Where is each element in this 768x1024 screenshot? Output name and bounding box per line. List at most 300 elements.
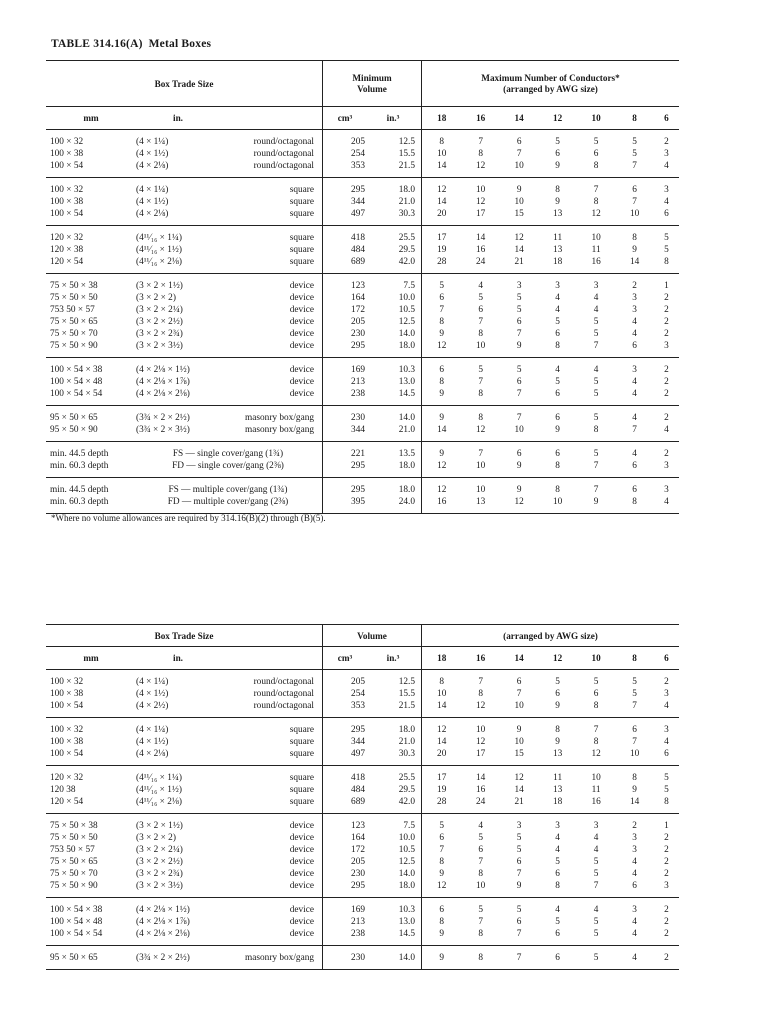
size-in-cell: (4 × 2⅛ × 1½) — [136, 365, 190, 375]
table-title — [51, 38, 211, 50]
awg-6-cell: 2 — [664, 365, 669, 375]
volume-cm3-cell: 205 — [351, 137, 365, 147]
awg-8-cell: 2 — [632, 821, 637, 831]
size-in-cell: (3 × 2 × 2½) — [136, 317, 183, 327]
awg-14-cell: 7 — [516, 149, 522, 159]
awg-18-cell: 9 — [439, 449, 445, 459]
size-in-cell: (3¾ × 2 × 2½) — [136, 953, 190, 963]
awg-14-cell: 12 — [514, 773, 524, 783]
awg-10-cell: 7 — [593, 461, 599, 471]
awg-12-header: 12 — [538, 107, 576, 130]
awg-14-cell: 9 — [516, 341, 522, 351]
volume-cm3-cell: 205 — [351, 857, 365, 867]
volume-in3-cell: 24.0 — [369, 496, 422, 514]
volume-cm3-cell: 230 — [351, 953, 365, 963]
awg-8-cell: 4 — [632, 929, 637, 939]
awg-8-cell: 3 — [632, 305, 637, 315]
size-in-cell: (3 × 2 × 2) — [136, 293, 176, 303]
awg-18-cell: 28 — [437, 257, 447, 267]
size-in-cell: (4 × 2⅛ × 1½) — [136, 905, 190, 915]
awg-14-cell: 5 — [516, 905, 522, 915]
box-type-cell: device — [222, 328, 323, 340]
awg-8-cell: 7 — [632, 425, 637, 435]
size-mm-cell: 100 × 38 — [50, 689, 84, 699]
awg-16-cell: 7 — [478, 317, 483, 327]
awg-16-cell: 12 — [476, 161, 486, 171]
box-type-cell: round/octagonal — [222, 700, 323, 718]
awg-18-cell: 7 — [439, 845, 445, 855]
size-mm-cell: 120 × 38 — [50, 245, 84, 255]
volume-cm3-cell: 295 — [351, 881, 365, 891]
awg-10-cell: 4 — [593, 305, 599, 315]
table-row — [46, 226, 679, 245]
volume-in3-cell: 29.5 — [369, 784, 422, 796]
volume-in3-cell: 18.0 — [369, 880, 422, 898]
awg-8-cell: 6 — [632, 881, 637, 891]
box-type-cell: masonry box/gang — [222, 406, 323, 425]
awg-12-cell: 10 — [552, 497, 563, 507]
awg-18-cell: 17 — [437, 233, 447, 243]
size-mm-cell: 75 × 50 × 65 — [50, 857, 98, 867]
awg-12-cell: 18 — [552, 797, 563, 807]
awg-16-cell: 6 — [478, 305, 483, 315]
awg-18-cell: 12 — [437, 461, 447, 471]
volume-in3-cell: 12.5 — [369, 670, 422, 689]
awg-14-cell: 3 — [516, 821, 522, 831]
size-in-cell: (4 × 2⅛) — [136, 209, 169, 219]
awg-12-cell: 8 — [555, 485, 560, 495]
volume-cm3-cell: 230 — [351, 329, 365, 339]
awg-12-cell: 9 — [555, 161, 560, 171]
box-type-cell: device — [222, 340, 323, 358]
volume-cm3-cell: 484 — [351, 785, 365, 795]
awg-10-cell: 5 — [593, 929, 599, 939]
box-type-cell: square — [222, 178, 323, 197]
volume-in3-cell: 13.0 — [369, 376, 422, 388]
awg-6-cell: 4 — [664, 161, 669, 171]
size-mm-cell: min. 60.3 depth — [50, 497, 109, 507]
volume-in3-cell: 18.0 — [369, 340, 422, 358]
size-in-cell: (4¹¹⁄₁₆ × 1¼) — [136, 773, 182, 783]
awg-6-cell: 2 — [664, 137, 669, 147]
volume-in3-cell: 21.0 — [369, 424, 422, 442]
awg-16-cell: 8 — [478, 689, 483, 699]
awg-6-cell: 1 — [664, 281, 669, 291]
volume-in3-cell: 21.5 — [369, 700, 422, 718]
awg-6-cell: 2 — [664, 305, 669, 315]
awg-6-cell: 3 — [664, 461, 669, 471]
awg-16-cell: 7 — [478, 677, 483, 687]
volume-cm3-cell: 344 — [351, 425, 365, 435]
volume-in3-cell: 15.5 — [369, 688, 422, 700]
table-row — [46, 766, 679, 785]
awg-8-cell: 7 — [632, 161, 637, 171]
size-in-cell: (4 × 1¼) — [136, 137, 169, 147]
awg-12-cell: 8 — [555, 881, 560, 891]
table-row — [46, 340, 679, 358]
awg-16-cell: 13 — [476, 497, 486, 507]
awg-12-cell: 6 — [555, 329, 560, 339]
volume-cm3-cell: 344 — [351, 737, 365, 747]
size-in-cell: FD — multiple cover/gang (2⅜) — [134, 496, 323, 514]
awg-8-cell: 2 — [632, 281, 637, 291]
awg-16-cell: 17 — [476, 749, 486, 759]
minimum-volume-header — [323, 61, 422, 107]
table-row — [46, 328, 679, 340]
awg-10-cell: 5 — [593, 377, 599, 387]
awg-12-cell: 8 — [555, 185, 560, 195]
awg-6-cell: 5 — [664, 785, 669, 795]
awg-6-cell: 2 — [664, 845, 669, 855]
awg-18-cell: 5 — [439, 281, 445, 291]
volume-in3-cell: 21.5 — [369, 160, 422, 178]
volume-cm3-cell: 689 — [351, 257, 365, 267]
box-type-cell: masonry box/gang — [222, 424, 323, 442]
awg-10-header: 10 — [577, 107, 615, 130]
awg-8-cell: 4 — [632, 377, 637, 387]
awg-6-cell: 3 — [664, 149, 669, 159]
awg-6-cell: 2 — [664, 677, 669, 687]
size-in-cell: (3 × 2 × 2¼) — [136, 845, 183, 855]
awg-10-cell: 7 — [593, 185, 599, 195]
awg-12-cell: 4 — [555, 845, 560, 855]
volume-in3-cell: 12.5 — [369, 130, 422, 149]
awg-14-cell: 9 — [516, 185, 522, 195]
size-in-cell: (3 × 2 × 3½) — [136, 881, 183, 891]
awg-16-cell: 12 — [476, 701, 486, 711]
awg-6-cell: 5 — [664, 773, 669, 783]
size-in-cell: (3 × 2 × 2¼) — [136, 305, 183, 315]
awg-12-cell: 6 — [555, 389, 560, 399]
awg-8-cell: 7 — [632, 737, 637, 747]
volume-in3-cell: 10.5 — [369, 304, 422, 316]
volume-cm3-cell: 123 — [351, 821, 365, 831]
size-in-cell: FD — single cover/gang (2⅜) — [134, 460, 323, 478]
awg-6-cell: 2 — [664, 329, 669, 339]
awg-18-cell: 7 — [439, 305, 445, 315]
awg-18-cell: 14 — [437, 197, 447, 207]
volume-cm3-cell: 295 — [351, 725, 365, 735]
awg-8-cell: 6 — [632, 341, 637, 351]
awg-12-cell: 9 — [555, 425, 560, 435]
size-in-cell: (4¹¹⁄₁₆ × 1½) — [136, 245, 182, 255]
awg-6-cell: 8 — [664, 257, 669, 267]
awg-10-cell: 5 — [593, 389, 599, 399]
table-row — [46, 388, 679, 406]
awg-18-cell: 14 — [437, 161, 447, 171]
awg-18-cell: 8 — [439, 137, 445, 147]
awg-18-cell: 9 — [439, 389, 445, 399]
awg-12-cell: 6 — [555, 953, 560, 963]
volume-in3-cell: 18.0 — [369, 460, 422, 478]
table-row — [46, 460, 679, 478]
size-mm-cell: 120 × 54 — [50, 257, 84, 267]
size-mm-cell: 75 × 50 × 38 — [50, 821, 98, 831]
volume-in3-cell: 14.5 — [369, 928, 422, 946]
size-mm-cell: 100 × 32 — [50, 725, 84, 735]
size-in-cell: (4 × 1½) — [136, 149, 169, 159]
volume-cm3-cell: 123 — [351, 281, 365, 291]
awg-16-cell: 10 — [476, 881, 486, 891]
awg-18-cell: 8 — [439, 857, 445, 867]
awg-8-cell: 4 — [632, 857, 637, 867]
volume-cm3-cell: 172 — [351, 305, 365, 315]
awg-12-cell: 6 — [555, 149, 560, 159]
table-row — [46, 274, 679, 293]
volume-cm3-cell: 353 — [351, 161, 365, 171]
awg-6-cell: 4 — [664, 425, 669, 435]
awg-12-cell: 5 — [555, 857, 560, 867]
size-mm-cell: 100 × 32 — [50, 677, 84, 687]
awg-16-cell: 7 — [478, 917, 483, 927]
awg-10-cell: 11 — [591, 785, 601, 795]
awg-8-cell: 10 — [629, 209, 640, 219]
awg-18-cell: 6 — [439, 905, 445, 915]
awg-10-cell: 7 — [593, 485, 599, 495]
table-row — [46, 358, 679, 377]
awg-14-cell: 3 — [516, 281, 522, 291]
awg-12-cell: 8 — [555, 725, 560, 735]
awg-6-header: 6 — [654, 647, 679, 670]
size-in-cell: (4 × 1½) — [136, 197, 169, 207]
volume-cm3-cell: 169 — [351, 365, 365, 375]
awg-18-cell: 14 — [437, 701, 447, 711]
awg-12-cell: 5 — [555, 677, 560, 687]
volume-cm3-cell: 221 — [351, 449, 365, 459]
awg-8-cell: 4 — [632, 329, 637, 339]
volume-in3-cell: 29.5 — [369, 244, 422, 256]
awg-16-cell: 8 — [478, 929, 483, 939]
awg-8-cell: 6 — [632, 185, 637, 195]
awg-14-cell: 9 — [516, 461, 522, 471]
awg-18-cell: 19 — [437, 785, 447, 795]
size-in-cell: (4 × 2½) — [136, 701, 169, 711]
volume-in3-cell: 10.3 — [369, 898, 422, 917]
awg-16-cell: 5 — [478, 833, 483, 843]
size-mm-cell: 753 50 × 57 — [50, 305, 95, 315]
box-type-cell: round/octagonal — [222, 148, 323, 160]
awg-8-cell: 9 — [632, 245, 637, 255]
awg-10-cell: 5 — [593, 869, 599, 879]
box-type-cell: device — [222, 928, 323, 946]
awg-18-cell: 12 — [437, 725, 447, 735]
awg-8-cell: 5 — [632, 677, 637, 687]
awg-10-cell: 6 — [593, 689, 599, 699]
awg-18-cell: 6 — [439, 833, 445, 843]
awg-18-cell: 12 — [437, 881, 447, 891]
volume-in3-cell: 10.5 — [369, 844, 422, 856]
awg-10-cell: 5 — [593, 413, 599, 423]
awg-14-header: 14 — [500, 107, 538, 130]
awg-12-cell: 5 — [555, 377, 560, 387]
awg-10-cell: 5 — [593, 953, 599, 963]
box-type-cell: device — [222, 898, 323, 917]
awg-16-cell: 10 — [476, 725, 486, 735]
awg-18-header: 18 — [422, 647, 462, 670]
table-row — [46, 844, 679, 856]
awg-12-cell: 8 — [555, 461, 560, 471]
size-mm-cell: 120 × 32 — [50, 233, 84, 243]
awg-6-cell: 3 — [664, 485, 669, 495]
awg-14-cell: 12 — [514, 233, 524, 243]
awg-12-cell: 13 — [552, 209, 563, 219]
volume-in3-cell: 18.0 — [369, 178, 422, 197]
awg-6-cell: 3 — [664, 881, 669, 891]
awg-18-header: 18 — [422, 107, 462, 130]
awg-16-cell: 7 — [478, 857, 483, 867]
size-mm-cell: 95 × 50 × 65 — [50, 953, 98, 963]
size-in-cell: (4 × 1¼) — [136, 725, 169, 735]
volume-cm3-cell: 295 — [351, 461, 365, 471]
awg-10-cell: 7 — [593, 881, 599, 891]
box-type-cell: square — [222, 256, 323, 274]
box-type-cell: device — [222, 274, 323, 293]
awg-12-cell: 4 — [555, 293, 560, 303]
size-in-cell: (4¹¹⁄₁₆ × 1¼) — [136, 233, 182, 243]
size-in-cell: (4 × 2⅛) — [136, 749, 169, 759]
awg-10-cell: 10 — [591, 233, 601, 243]
awg-16-cell: 12 — [476, 197, 486, 207]
size-mm-cell: 100 × 38 — [50, 737, 84, 747]
volume-cm3-cell: 295 — [351, 341, 365, 351]
box-type-cell: round/octagonal — [222, 160, 323, 178]
box-type-cell: square — [222, 748, 323, 766]
volume-cm3-cell: 238 — [351, 389, 365, 399]
volume-cm3-cell: 254 — [351, 149, 365, 159]
awg-arranged-header: (arranged by AWG size) — [503, 630, 598, 641]
table-row — [46, 736, 679, 748]
box-type-cell: square — [222, 796, 323, 814]
box-trade-size-header: Box Trade Size — [46, 61, 323, 107]
volume-in3-cell: 10.0 — [369, 832, 422, 844]
awg-16-cell: 24 — [476, 257, 486, 267]
awg-12-cell: 11 — [553, 773, 563, 783]
metal-boxes-table — [46, 60, 679, 514]
awg-16-cell: 24 — [476, 797, 486, 807]
mm-header: mm — [46, 647, 134, 670]
awg-14-cell: 7 — [516, 869, 522, 879]
awg-8-cell: 3 — [632, 293, 637, 303]
awg-8-cell: 6 — [632, 461, 637, 471]
awg-8-cell: 8 — [632, 773, 637, 783]
in3-header: in.³ — [369, 647, 422, 670]
table-body — [46, 130, 679, 514]
awg-16-cell: 8 — [478, 149, 483, 159]
volume-cm3-cell: 205 — [351, 677, 365, 687]
awg-8-cell: 4 — [632, 917, 637, 927]
awg-14-cell: 9 — [516, 485, 522, 495]
awg-8-cell: 5 — [632, 689, 637, 699]
size-in-cell: (3 × 2 × 2) — [136, 833, 176, 843]
awg-8-cell: 6 — [632, 725, 637, 735]
table-row — [46, 688, 679, 700]
size-in-cell: (3 × 2 × 1½) — [136, 821, 183, 831]
volume-cm3-cell: 213 — [351, 377, 365, 387]
volume-in3-cell: 13.5 — [369, 442, 422, 461]
size-mm-cell: 95 × 50 × 65 — [50, 413, 98, 423]
size-mm-cell: 100 × 38 — [50, 149, 84, 159]
size-mm-cell: 100 × 54 — [50, 209, 84, 219]
size-mm-cell: 75 × 50 × 70 — [50, 869, 98, 879]
size-in-cell: (4¹¹⁄₁₆ × 1½) — [136, 785, 182, 795]
awg-14-cell: 15 — [514, 209, 524, 219]
in-header: in. — [134, 647, 222, 670]
awg-14-cell: 5 — [516, 365, 522, 375]
box-type-cell: device — [222, 316, 323, 328]
volume-cm3-cell: 169 — [351, 905, 365, 915]
awg-16-cell: 7 — [478, 377, 483, 387]
awg-6-cell: 4 — [664, 197, 669, 207]
awg-14-cell: 9 — [516, 725, 522, 735]
awg-12-cell: 13 — [552, 785, 563, 795]
awg-12-cell: 11 — [553, 233, 563, 243]
awg-18-cell: 9 — [439, 413, 445, 423]
table-row — [46, 670, 679, 689]
awg-6-cell: 2 — [664, 317, 669, 327]
awg-14-cell: 10 — [514, 161, 524, 171]
awg-8-cell: 3 — [632, 833, 637, 843]
awg-16-cell: 10 — [476, 185, 486, 195]
size-in-cell: (4 × 1½) — [136, 737, 169, 747]
awg-12-cell: 4 — [555, 833, 560, 843]
minimum-volume-label: Minimum Volume — [352, 72, 392, 94]
volume-in3-cell: 10.3 — [369, 358, 422, 377]
table-row — [46, 316, 679, 328]
awg-14-cell: 5 — [516, 833, 522, 843]
table-row — [46, 718, 679, 737]
size-mm-cell: 100 × 54 — [50, 161, 84, 171]
awg-18-cell: 9 — [439, 329, 445, 339]
size-in-cell: (4 × 1¼) — [136, 677, 169, 687]
awg-14-cell: 6 — [516, 917, 522, 927]
awg-6-cell: 2 — [664, 293, 669, 303]
awg-14-cell: 7 — [516, 929, 522, 939]
size-in-cell: (3¾ × 2 × 3½) — [136, 425, 190, 435]
table-row — [46, 868, 679, 880]
size-mm-cell: 75 × 50 × 50 — [50, 833, 98, 843]
box-type-cell: device — [222, 916, 323, 928]
awg-8-cell: 5 — [632, 149, 637, 159]
awg-14-cell: 5 — [516, 845, 522, 855]
table-row — [46, 832, 679, 844]
awg-8-cell: 3 — [632, 365, 637, 375]
volume-in3-cell: 18.0 — [369, 478, 422, 497]
awg-14-cell: 15 — [514, 749, 524, 759]
size-mm-cell: 100 × 54 × 48 — [50, 377, 103, 387]
size-mm-cell: min. 44.5 depth — [50, 449, 109, 459]
size-mm-cell: 100 × 32 — [50, 185, 84, 195]
volume-cm3-cell: 497 — [351, 209, 365, 219]
volume-cm3-cell: 164 — [351, 833, 365, 843]
awg-8-cell: 5 — [632, 137, 637, 147]
awg-18-cell: 20 — [437, 209, 447, 219]
awg-12-cell: 3 — [555, 281, 560, 291]
awg-6-cell: 2 — [664, 833, 669, 843]
awg-8-header: 8 — [615, 107, 653, 130]
awg-18-cell: 10 — [437, 689, 447, 699]
volume-cm3-cell: 230 — [351, 413, 365, 423]
awg-16-cell: 7 — [478, 137, 483, 147]
volume-in3-cell: 21.0 — [369, 736, 422, 748]
awg-6-cell: 2 — [664, 449, 669, 459]
size-in-cell: (4¹¹⁄₁₆ × 2⅛) — [136, 797, 182, 807]
footnote: *Where no volume allowances are required by 314.16(B)(2) through (B)(5). — [51, 513, 326, 523]
awg-12-cell: 3 — [555, 821, 560, 831]
awg-10-cell: 8 — [593, 701, 599, 711]
table-row — [46, 898, 679, 917]
table-row — [46, 880, 679, 898]
awg-10-cell: 8 — [593, 737, 599, 747]
